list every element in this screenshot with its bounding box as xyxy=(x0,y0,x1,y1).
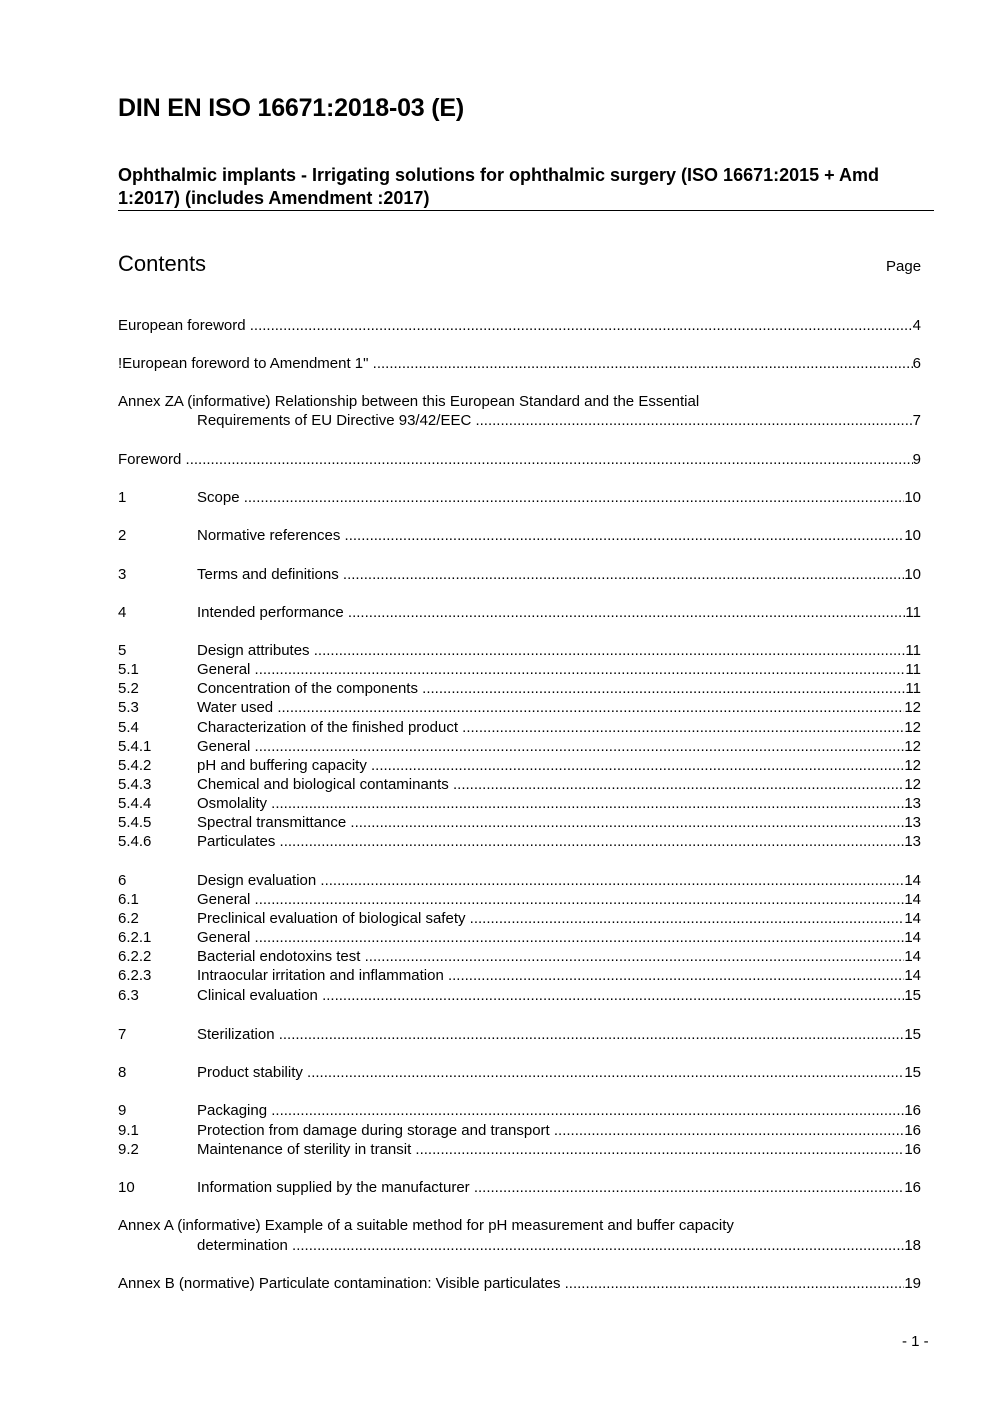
toc-entry-number: 5.1 xyxy=(118,661,139,678)
toc-entry-number: 5.3 xyxy=(118,699,139,716)
toc-entry[interactable] xyxy=(118,660,921,679)
toc-entry-continuation[interactable] xyxy=(118,1236,921,1255)
dot-leader xyxy=(444,966,905,985)
toc-entry-number: 5.4.6 xyxy=(118,833,152,850)
document-title: DIN EN ISO 16671:2018-03 (E) xyxy=(118,94,464,122)
toc-entry[interactable] xyxy=(118,1274,921,1293)
toc-entry-number: 8 xyxy=(118,1064,127,1081)
toc-entry-number: 1 xyxy=(118,489,127,506)
toc-entry-page: 12 xyxy=(904,738,921,755)
toc-entry-number: 6 xyxy=(118,872,127,889)
toc-entry-page: 14 xyxy=(904,872,921,889)
toc-entry[interactable] xyxy=(118,756,921,775)
dot-leader xyxy=(246,316,913,335)
toc-entry-title: Packaging xyxy=(197,1102,268,1119)
toc-entry-title: Foreword xyxy=(118,451,182,468)
toc-entry-number: 5.4.2 xyxy=(118,757,152,774)
toc-entry[interactable] xyxy=(118,488,921,507)
toc-entry-title: Annex B (normative) Particulate contamination: Visible particulates xyxy=(118,1275,561,1292)
toc-entry-page: 10 xyxy=(904,489,921,506)
dot-leader xyxy=(340,526,904,545)
dot-leader xyxy=(310,641,906,660)
dot-leader xyxy=(250,660,905,679)
dot-leader xyxy=(471,411,912,430)
toc-entry[interactable] xyxy=(118,928,921,947)
toc-entry-title: General xyxy=(197,891,251,908)
toc-entry[interactable] xyxy=(118,641,921,660)
toc-entry-page: 10 xyxy=(904,566,921,583)
toc-entry-title: Protection from damage during storage and transport xyxy=(197,1122,550,1139)
toc-entry-title: Sterilization xyxy=(197,1026,275,1043)
toc-entry-page: 7 xyxy=(912,412,921,429)
toc-entry-number: 9.2 xyxy=(118,1141,139,1158)
toc-entry-page: 11 xyxy=(905,604,921,621)
toc-entry-page: 13 xyxy=(904,833,921,850)
dot-leader xyxy=(275,1025,905,1044)
toc-entry[interactable] xyxy=(118,871,921,890)
contents-heading: Contents xyxy=(118,251,207,276)
toc-entry-number: 5.4.3 xyxy=(118,776,152,793)
toc-entry-page: 16 xyxy=(904,1179,921,1196)
toc-entry-title: determination xyxy=(197,1237,288,1254)
page-number: - 1 - xyxy=(902,1333,929,1350)
dot-leader xyxy=(240,488,905,507)
dot-leader xyxy=(288,1236,904,1255)
dot-leader xyxy=(470,1178,905,1197)
toc-entry[interactable] xyxy=(118,832,921,851)
toc-entry-title: Scope xyxy=(197,489,240,506)
toc-entry-number: 6.1 xyxy=(118,891,139,908)
toc-entry-page: 15 xyxy=(904,987,921,1004)
toc-entry-number: 4 xyxy=(118,604,127,621)
toc-entry-title: Information supplied by the manufacturer xyxy=(197,1179,470,1196)
toc-entry-title: Product stability xyxy=(197,1064,303,1081)
toc-entry-title: Design attributes xyxy=(197,642,310,659)
dot-leader xyxy=(458,718,904,737)
toc-entry[interactable] xyxy=(118,947,921,966)
toc-entry-number: 9.1 xyxy=(118,1122,139,1139)
toc-entry-number: 6.2.2 xyxy=(118,948,152,965)
toc-entry-number: 9 xyxy=(118,1102,127,1119)
toc-entry[interactable] xyxy=(118,890,921,909)
toc-entry-title: Clinical evaluation xyxy=(197,987,318,1004)
toc-entry[interactable] xyxy=(118,450,921,469)
toc-entry-title: pH and buffering capacity xyxy=(197,757,367,774)
toc-entry[interactable] xyxy=(118,794,921,813)
toc-entry-number: 6.2 xyxy=(118,910,139,927)
dot-leader xyxy=(250,737,904,756)
toc-entry-title: Requirements of EU Directive 93/42/EEC xyxy=(197,412,472,429)
toc-entry[interactable] xyxy=(118,986,921,1005)
toc-entry-title: Intended performance xyxy=(197,604,344,621)
toc-entry-title: General xyxy=(197,738,251,755)
toc-entry[interactable] xyxy=(118,354,921,373)
toc-entry-title: Annex A (informative) Example of a suitable method for pH measurement and buffer capacity xyxy=(118,1217,734,1234)
toc-entry[interactable] xyxy=(118,737,921,756)
toc-entry-number: 6.3 xyxy=(118,987,139,1004)
dot-leader xyxy=(346,813,904,832)
dot-leader xyxy=(344,603,906,622)
toc-entry-page: 18 xyxy=(904,1237,921,1254)
dot-leader xyxy=(339,565,905,584)
dot-leader xyxy=(275,832,904,851)
dot-leader xyxy=(449,775,905,794)
toc-entry[interactable] xyxy=(118,1101,921,1120)
toc-entry-title: Characterization of the finished product xyxy=(197,719,458,736)
toc-entry[interactable] xyxy=(118,392,921,411)
toc-entry[interactable] xyxy=(118,813,921,832)
toc-entry[interactable] xyxy=(118,966,921,985)
toc-entry-page: 15 xyxy=(904,1026,921,1043)
toc-entry-page: 13 xyxy=(904,814,921,831)
toc-entry-page: 12 xyxy=(904,757,921,774)
dot-leader xyxy=(273,698,904,717)
dot-leader xyxy=(318,986,904,1005)
dot-leader xyxy=(181,450,912,469)
dot-leader xyxy=(465,909,904,928)
table-of-contents xyxy=(118,0,921,1403)
toc-entry[interactable] xyxy=(118,679,921,698)
dot-leader xyxy=(367,756,904,775)
toc-entry[interactable] xyxy=(118,1121,921,1140)
toc-entry-page: 9 xyxy=(912,451,921,468)
toc-entry[interactable] xyxy=(118,1063,921,1082)
toc-entry-page: 4 xyxy=(912,317,921,334)
toc-entry[interactable] xyxy=(118,565,921,584)
toc-entry[interactable] xyxy=(118,1025,921,1044)
dot-leader xyxy=(411,1140,904,1159)
toc-entry-page: 12 xyxy=(904,699,921,716)
toc-entry[interactable] xyxy=(118,526,921,545)
dot-leader xyxy=(303,1063,904,1082)
dot-leader xyxy=(368,354,912,373)
toc-entry-number: 5.4.4 xyxy=(118,795,152,812)
toc-entry-page: 11 xyxy=(905,642,921,659)
toc-entry-title: !European foreword to Amendment 1" xyxy=(118,355,369,372)
dot-leader xyxy=(418,679,905,698)
toc-entry-page: 13 xyxy=(904,795,921,812)
toc-entry[interactable] xyxy=(118,775,921,794)
toc-entry-page: 12 xyxy=(904,719,921,736)
toc-entry-title: Spectral transmittance xyxy=(197,814,347,831)
toc-entry-title: Particulates xyxy=(197,833,276,850)
dot-leader xyxy=(360,947,904,966)
page-column-heading: Page xyxy=(886,258,922,275)
toc-entry-title: Osmolality xyxy=(197,795,268,812)
toc-entry-page: 11 xyxy=(905,680,921,697)
toc-entry-title: Chemical and biological contaminants xyxy=(197,776,449,793)
toc-entry-number: 3 xyxy=(118,566,127,583)
toc-entry-page: 14 xyxy=(904,929,921,946)
toc-entry-page: 16 xyxy=(904,1141,921,1158)
toc-entry-number: 5.4 xyxy=(118,719,139,736)
toc-entry-number: 5.4.5 xyxy=(118,814,152,831)
toc-entry-title: European foreword xyxy=(118,317,246,334)
dot-leader xyxy=(267,794,904,813)
toc-entry[interactable] xyxy=(118,698,921,717)
toc-entry-continuation[interactable] xyxy=(118,411,921,430)
dot-leader xyxy=(267,1101,904,1120)
toc-entry[interactable] xyxy=(118,909,921,928)
toc-entry-title: General xyxy=(197,929,251,946)
toc-entry-number: 6.2.3 xyxy=(118,967,152,984)
toc-entry-page: 11 xyxy=(905,661,921,678)
toc-entry-number: 5.4.1 xyxy=(118,738,152,755)
dot-leader xyxy=(316,871,904,890)
toc-entry-page: 16 xyxy=(904,1122,921,1139)
toc-entry-page: 6 xyxy=(912,355,921,372)
toc-entry-title: Maintenance of sterility in transit xyxy=(197,1141,412,1158)
toc-entry-number: 2 xyxy=(118,527,127,544)
toc-entry[interactable] xyxy=(118,1216,921,1235)
toc-entry-title: Normative references xyxy=(197,527,341,544)
toc-entry-page: 14 xyxy=(904,967,921,984)
toc-entry[interactable] xyxy=(118,316,921,335)
toc-entry-title: Concentration of the components xyxy=(197,680,418,697)
toc-entry-number: 10 xyxy=(118,1179,135,1196)
toc-entry-page: 10 xyxy=(904,527,921,544)
toc-entry-number: 5.2 xyxy=(118,680,139,697)
dot-leader xyxy=(550,1121,905,1140)
toc-entry-title: General xyxy=(197,661,251,678)
toc-entry-page: 19 xyxy=(904,1275,921,1292)
toc-entry-number: 7 xyxy=(118,1026,127,1043)
toc-entry-title: Design evaluation xyxy=(197,872,317,889)
toc-entry-title: Annex ZA (informative) Relationship between this European Standard and the Essential xyxy=(118,393,700,410)
toc-entry[interactable] xyxy=(118,1140,921,1159)
toc-entry-page: 14 xyxy=(904,910,921,927)
toc-entry[interactable] xyxy=(118,1178,921,1197)
toc-entry-title: Bacterial endotoxins test xyxy=(197,948,361,965)
toc-entry[interactable] xyxy=(118,718,921,737)
dot-leader xyxy=(560,1274,904,1293)
dot-leader xyxy=(250,928,904,947)
toc-entry-title: Water used xyxy=(197,699,274,716)
toc-entry-page: 16 xyxy=(904,1102,921,1119)
toc-entry-page: 15 xyxy=(904,1064,921,1081)
toc-entry-page: 14 xyxy=(904,891,921,908)
toc-entry-page: 14 xyxy=(904,948,921,965)
toc-entry-number: 6.2.1 xyxy=(118,929,152,946)
toc-entry-number: 5 xyxy=(118,642,127,659)
toc-entry-page: 12 xyxy=(904,776,921,793)
document-subtitle: Ophthalmic implants - Irrigating solutions for ophthalmic surgery (ISO 16671:2015 + Amd 1:2017) (includes Amendment :2017) xyxy=(118,165,879,208)
toc-entry-title: Preclinical evaluation of biological safety xyxy=(197,910,466,927)
dot-leader xyxy=(250,890,904,909)
toc-entry-title: Intraocular irritation and inflammation xyxy=(197,967,444,984)
toc-entry[interactable] xyxy=(118,603,921,622)
toc-entry-title: Terms and definitions xyxy=(197,566,339,583)
